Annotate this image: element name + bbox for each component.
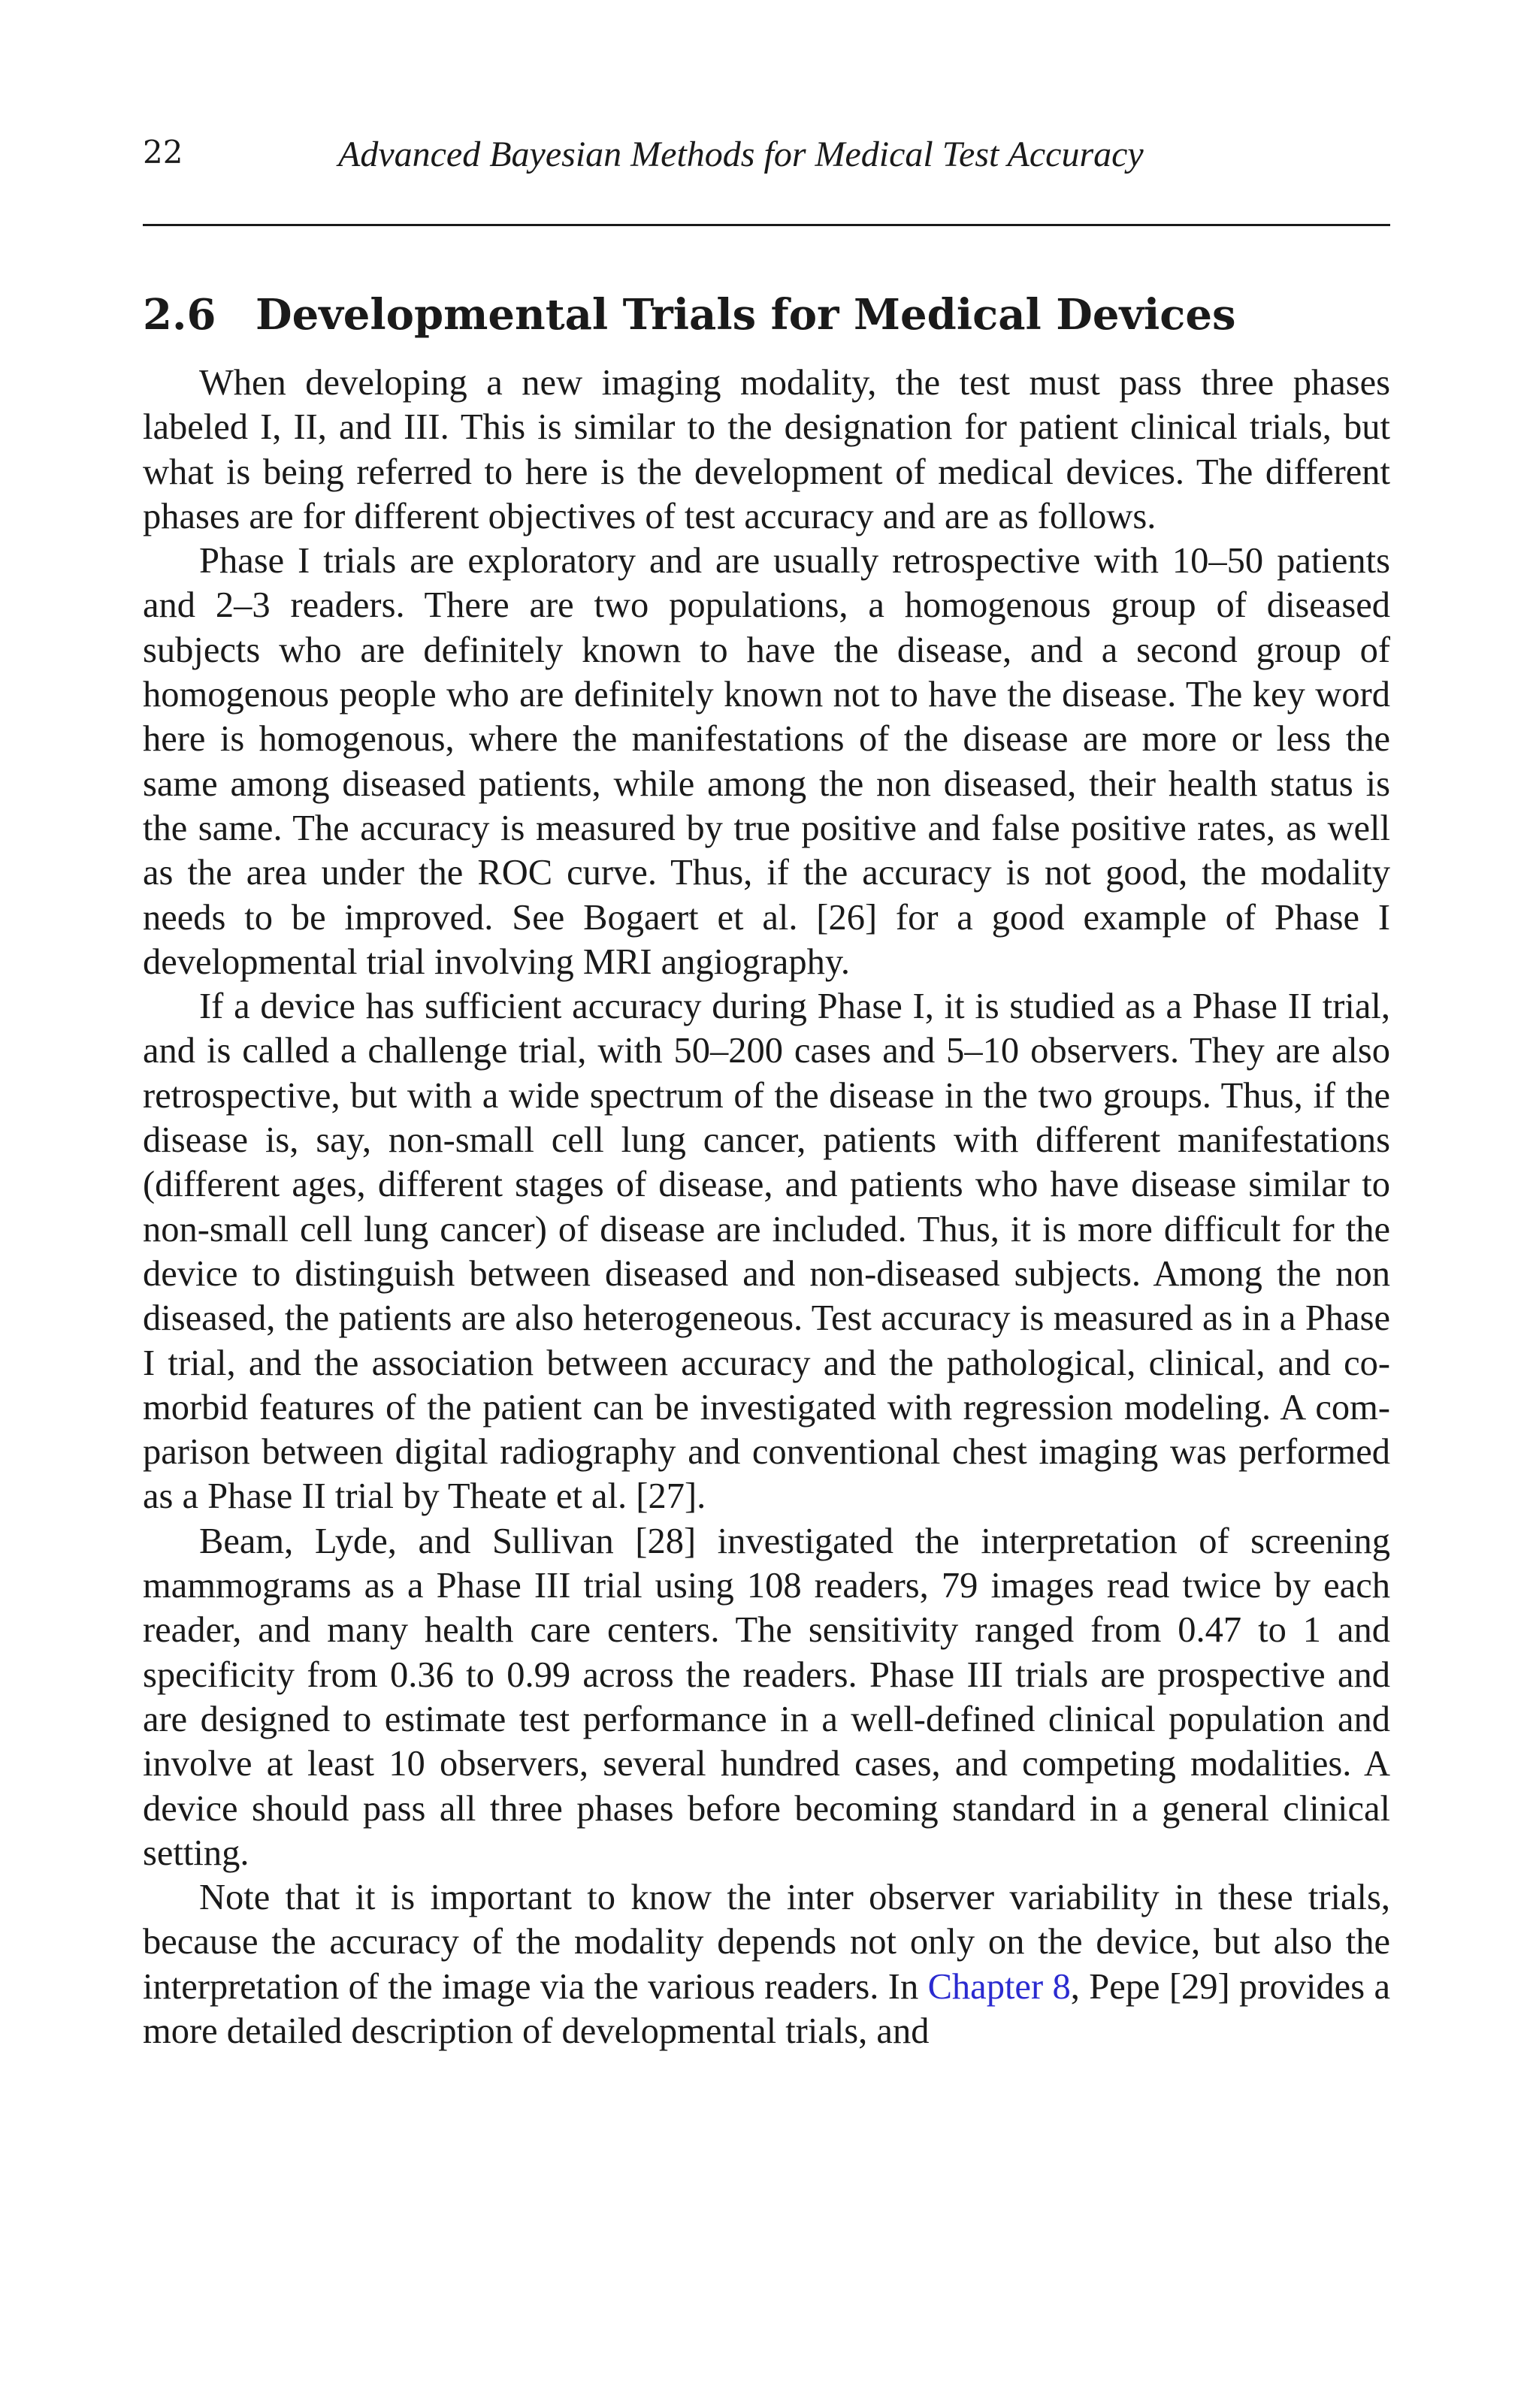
header-rule: [143, 224, 1390, 226]
section-heading: [143, 289, 1390, 341]
paragraph-4: Beam, Lyde, and Sullivan [28] investigated the interpretation of screening mammograms as a Phase III trial using 108 readers, 79 images read twice by each reader, and many health care centers. The sensitivity ranged from 0.47 to 1 and specificity from 0.36 to 0.99 across the readers. Phase III trials are prospective and are designed to estimate test performance in a well-defined clinical population and involve at least 10 observers, several hundred cases, and competing modalities. A device should pass all three phases before becoming standard in a general clinical setting.: [143, 1521, 1390, 1873]
body-text: [143, 361, 1390, 2053]
paragraph-5-text-before: Note that it is important to know the inter observer variability in these trials, because the accuracy of the modality depends not only on the device, but also the interpretation of the image via the various readers. In: [143, 1878, 1390, 2007]
chapter-8-link[interactable]: Chapter 8: [927, 1966, 1071, 2007]
section-number: 2.6: [143, 290, 216, 340]
paragraph-5: [143, 1875, 1390, 2053]
paragraph-5-text-after: , Pepe [29] provides a more detailed description of developmental trials, and: [143, 1966, 1390, 2051]
running-title: Advanced Bayesian Methods for Medical Test Accuracy: [338, 134, 1144, 174]
paragraph-1: When developing a new imaging modality, the test must pass three phases labeled I, II, and III. This is similar to the designation for patient clinical trials, but what is being referred to here is the development of medical devices. The different phases are for different objectives of test accuracy and are as follows.: [143, 363, 1390, 536]
section-title: Developmental Trials for Medical Devices: [255, 290, 1236, 340]
running-head: [143, 134, 1390, 179]
paragraph-3: If a device has sufficient accuracy during Phase I, it is studied as a Phase II trial, and is called a challenge trial, with 50–200 cases and 5–10 observers. They are also retrospective, but with a wide spectrum of the disease in the two groups. Thus, if the disease is, say, non-small cell lung cancer, patients with different manifestations (different ages, different stages of disease, and patients who have disease similar to non-small cell lung cancer) of disease are included. Thus, it is more difficult for the device to distinguish between diseased and non-diseased subjects. Among the non diseased, the patients are also heterogeneous. Test accuracy is measured as in a Phase I trial, and the association between accuracy and the pathological, clinical, and co-morbid features of the patient can be investigated with regression modeling. A comparison between digital radiography and conventional chest imaging was performed as a Phase II trial by Theate et al. [27].: [143, 986, 1390, 1517]
page-number: 22: [143, 134, 183, 171]
paragraph-2: Phase I trials are exploratory and are usually retrospective with 10–50 patients and 2–3 readers. There are two populations, a homogenous group of diseased subjects who are definitely known to have the disease, and a second group of homogenous people who are definitely known not to have the disease. The key word here is homogenous, where the manifestations of the disease are more or less the same among diseased patients, while among the non diseased, their health status is the same. The accuracy is measured by true positive and false positive rates, as well as the area under the ROC curve. Thus, if the accuracy is not good, the modality needs to be improved. See Bogaert et al. [26] for a good example of Phase I developmental trial involving MRI angiography.: [143, 541, 1390, 982]
